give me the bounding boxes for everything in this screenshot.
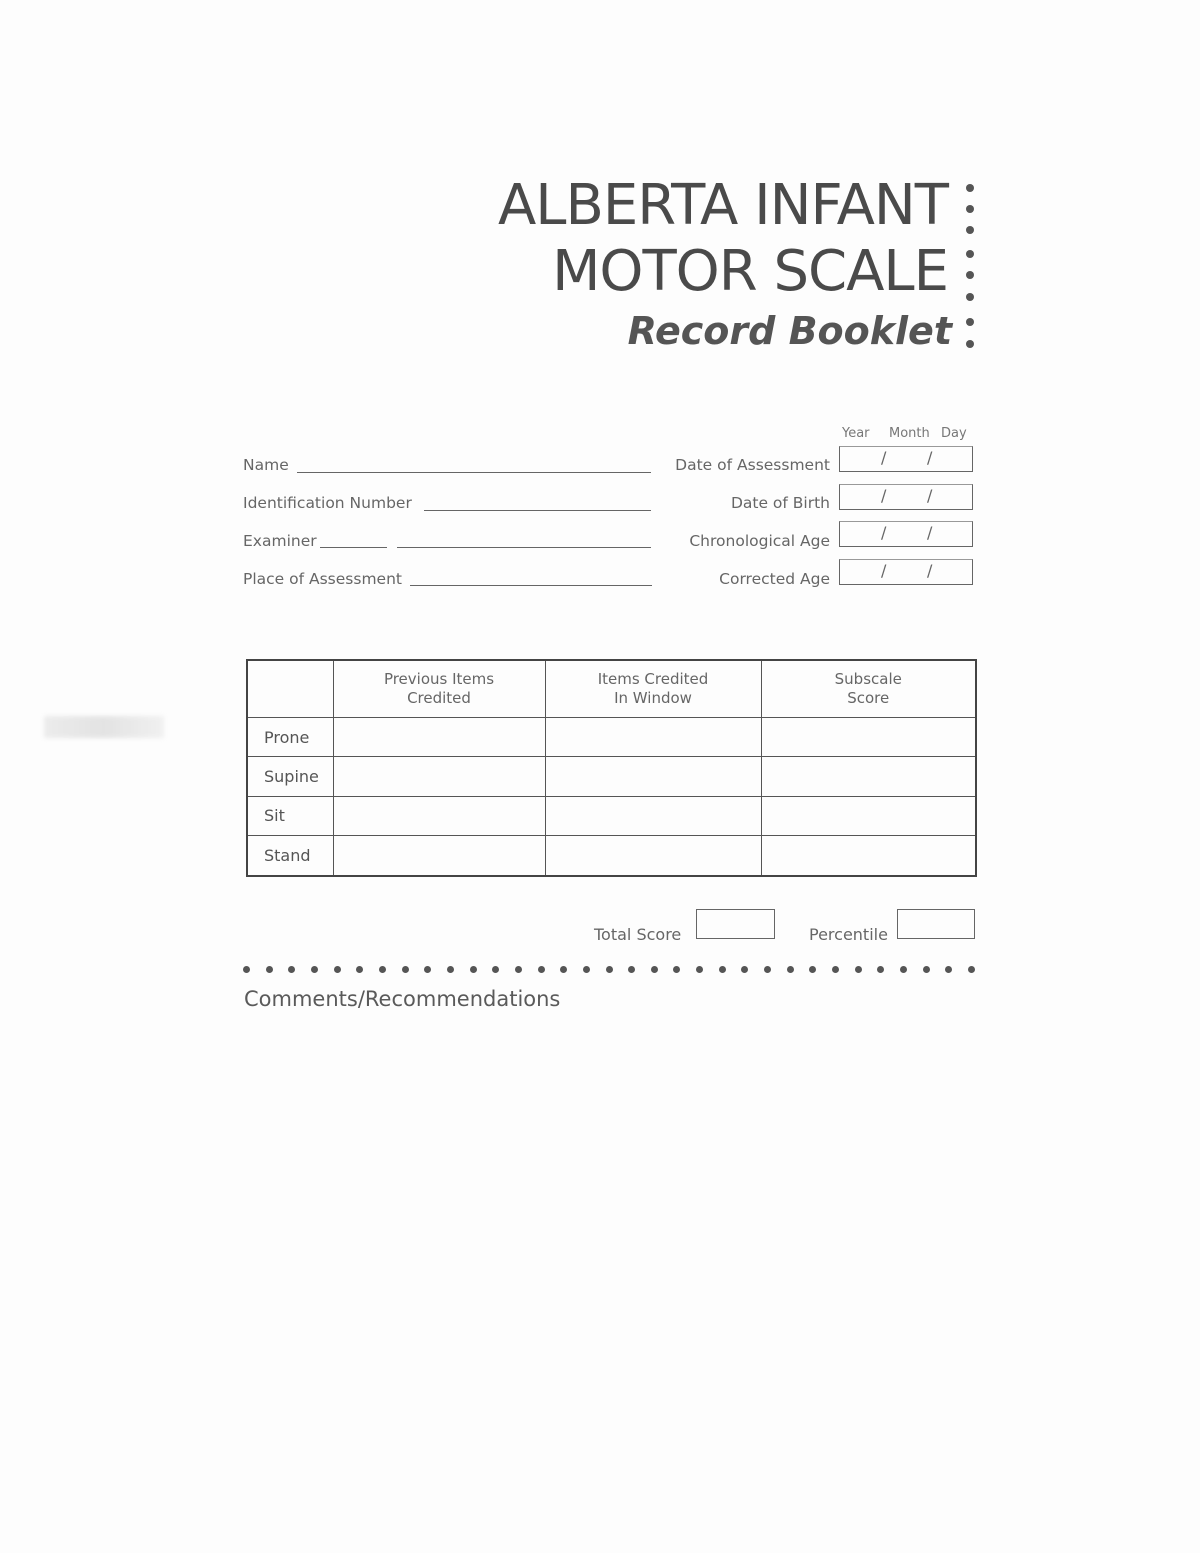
percentile-label: Percentile (809, 925, 888, 944)
row-label-supine: Supine (247, 757, 333, 796)
date-assessment-box[interactable] (839, 446, 973, 472)
row-label-sit: Sit (247, 796, 333, 835)
examiner-field-a[interactable] (320, 547, 387, 548)
percentile-box[interactable] (897, 909, 975, 939)
title-line-1: ALBERTA INFANT (498, 173, 948, 238)
table-header-window: Items Credited In Window (545, 660, 761, 718)
chrono-age-label: Chronological Age (689, 532, 830, 550)
table-header-row (247, 660, 976, 718)
place-field[interactable] (410, 585, 652, 586)
name-field[interactable] (297, 472, 651, 473)
date-slash: / (927, 448, 933, 467)
row-label-prone: Prone (247, 718, 333, 757)
cell-stand-previous[interactable] (333, 836, 545, 876)
chrono-age-box[interactable] (839, 521, 973, 547)
cell-sit-subscale[interactable] (761, 796, 976, 835)
cell-stand-window[interactable] (545, 836, 761, 876)
corrected-age-label: Corrected Age (719, 570, 830, 588)
cell-supine-previous[interactable] (333, 757, 545, 796)
title-subtitle: Record Booklet (627, 309, 952, 353)
table-header-blank (247, 660, 333, 718)
table-row (247, 836, 976, 876)
date-slash: / (881, 561, 887, 580)
date-col-year: Year (842, 426, 870, 441)
total-score-label: Total Score (594, 925, 682, 944)
place-label: Place of Assessment (243, 570, 402, 588)
table-row (247, 718, 976, 757)
cell-supine-window[interactable] (545, 757, 761, 796)
table-row (247, 757, 976, 796)
comments-heading: Comments/Recommendations (244, 987, 561, 1011)
cell-sit-window[interactable] (545, 796, 761, 835)
date-col-day: Day (941, 426, 967, 441)
date-slash: / (927, 486, 933, 505)
date-slash: / (927, 561, 933, 580)
table-header-previous: Previous Items Credited (333, 660, 545, 718)
table-row (247, 796, 976, 835)
date-slash: / (881, 523, 887, 542)
cell-stand-subscale[interactable] (761, 836, 976, 876)
examiner-label: Examiner (243, 532, 317, 550)
cell-prone-window[interactable] (545, 718, 761, 757)
examiner-field-b[interactable] (397, 547, 651, 548)
title-line-2: MOTOR SCALE (552, 239, 948, 304)
id-number-label: Identification Number (243, 494, 412, 512)
total-score-box[interactable] (696, 909, 775, 939)
name-label: Name (243, 456, 289, 474)
cell-prone-subscale[interactable] (761, 718, 976, 757)
scan-smudge (44, 716, 164, 738)
corrected-age-box[interactable] (839, 559, 973, 585)
date-slash: / (927, 523, 933, 542)
date-slash: / (881, 486, 887, 505)
cell-sit-previous[interactable] (333, 796, 545, 835)
table-header-subscale: Subscale Score (761, 660, 976, 718)
date-birth-box[interactable] (839, 484, 973, 510)
subscale-table (246, 659, 977, 877)
date-col-month: Month (889, 426, 930, 441)
cell-supine-subscale[interactable] (761, 757, 976, 796)
row-label-stand: Stand (247, 836, 333, 876)
date-slash: / (881, 448, 887, 467)
date-birth-label: Date of Birth (730, 494, 830, 512)
date-assessment-label: Date of Assessment (675, 456, 830, 474)
id-number-field[interactable] (424, 510, 651, 511)
cell-prone-previous[interactable] (333, 718, 545, 757)
dotted-separator (243, 966, 975, 974)
